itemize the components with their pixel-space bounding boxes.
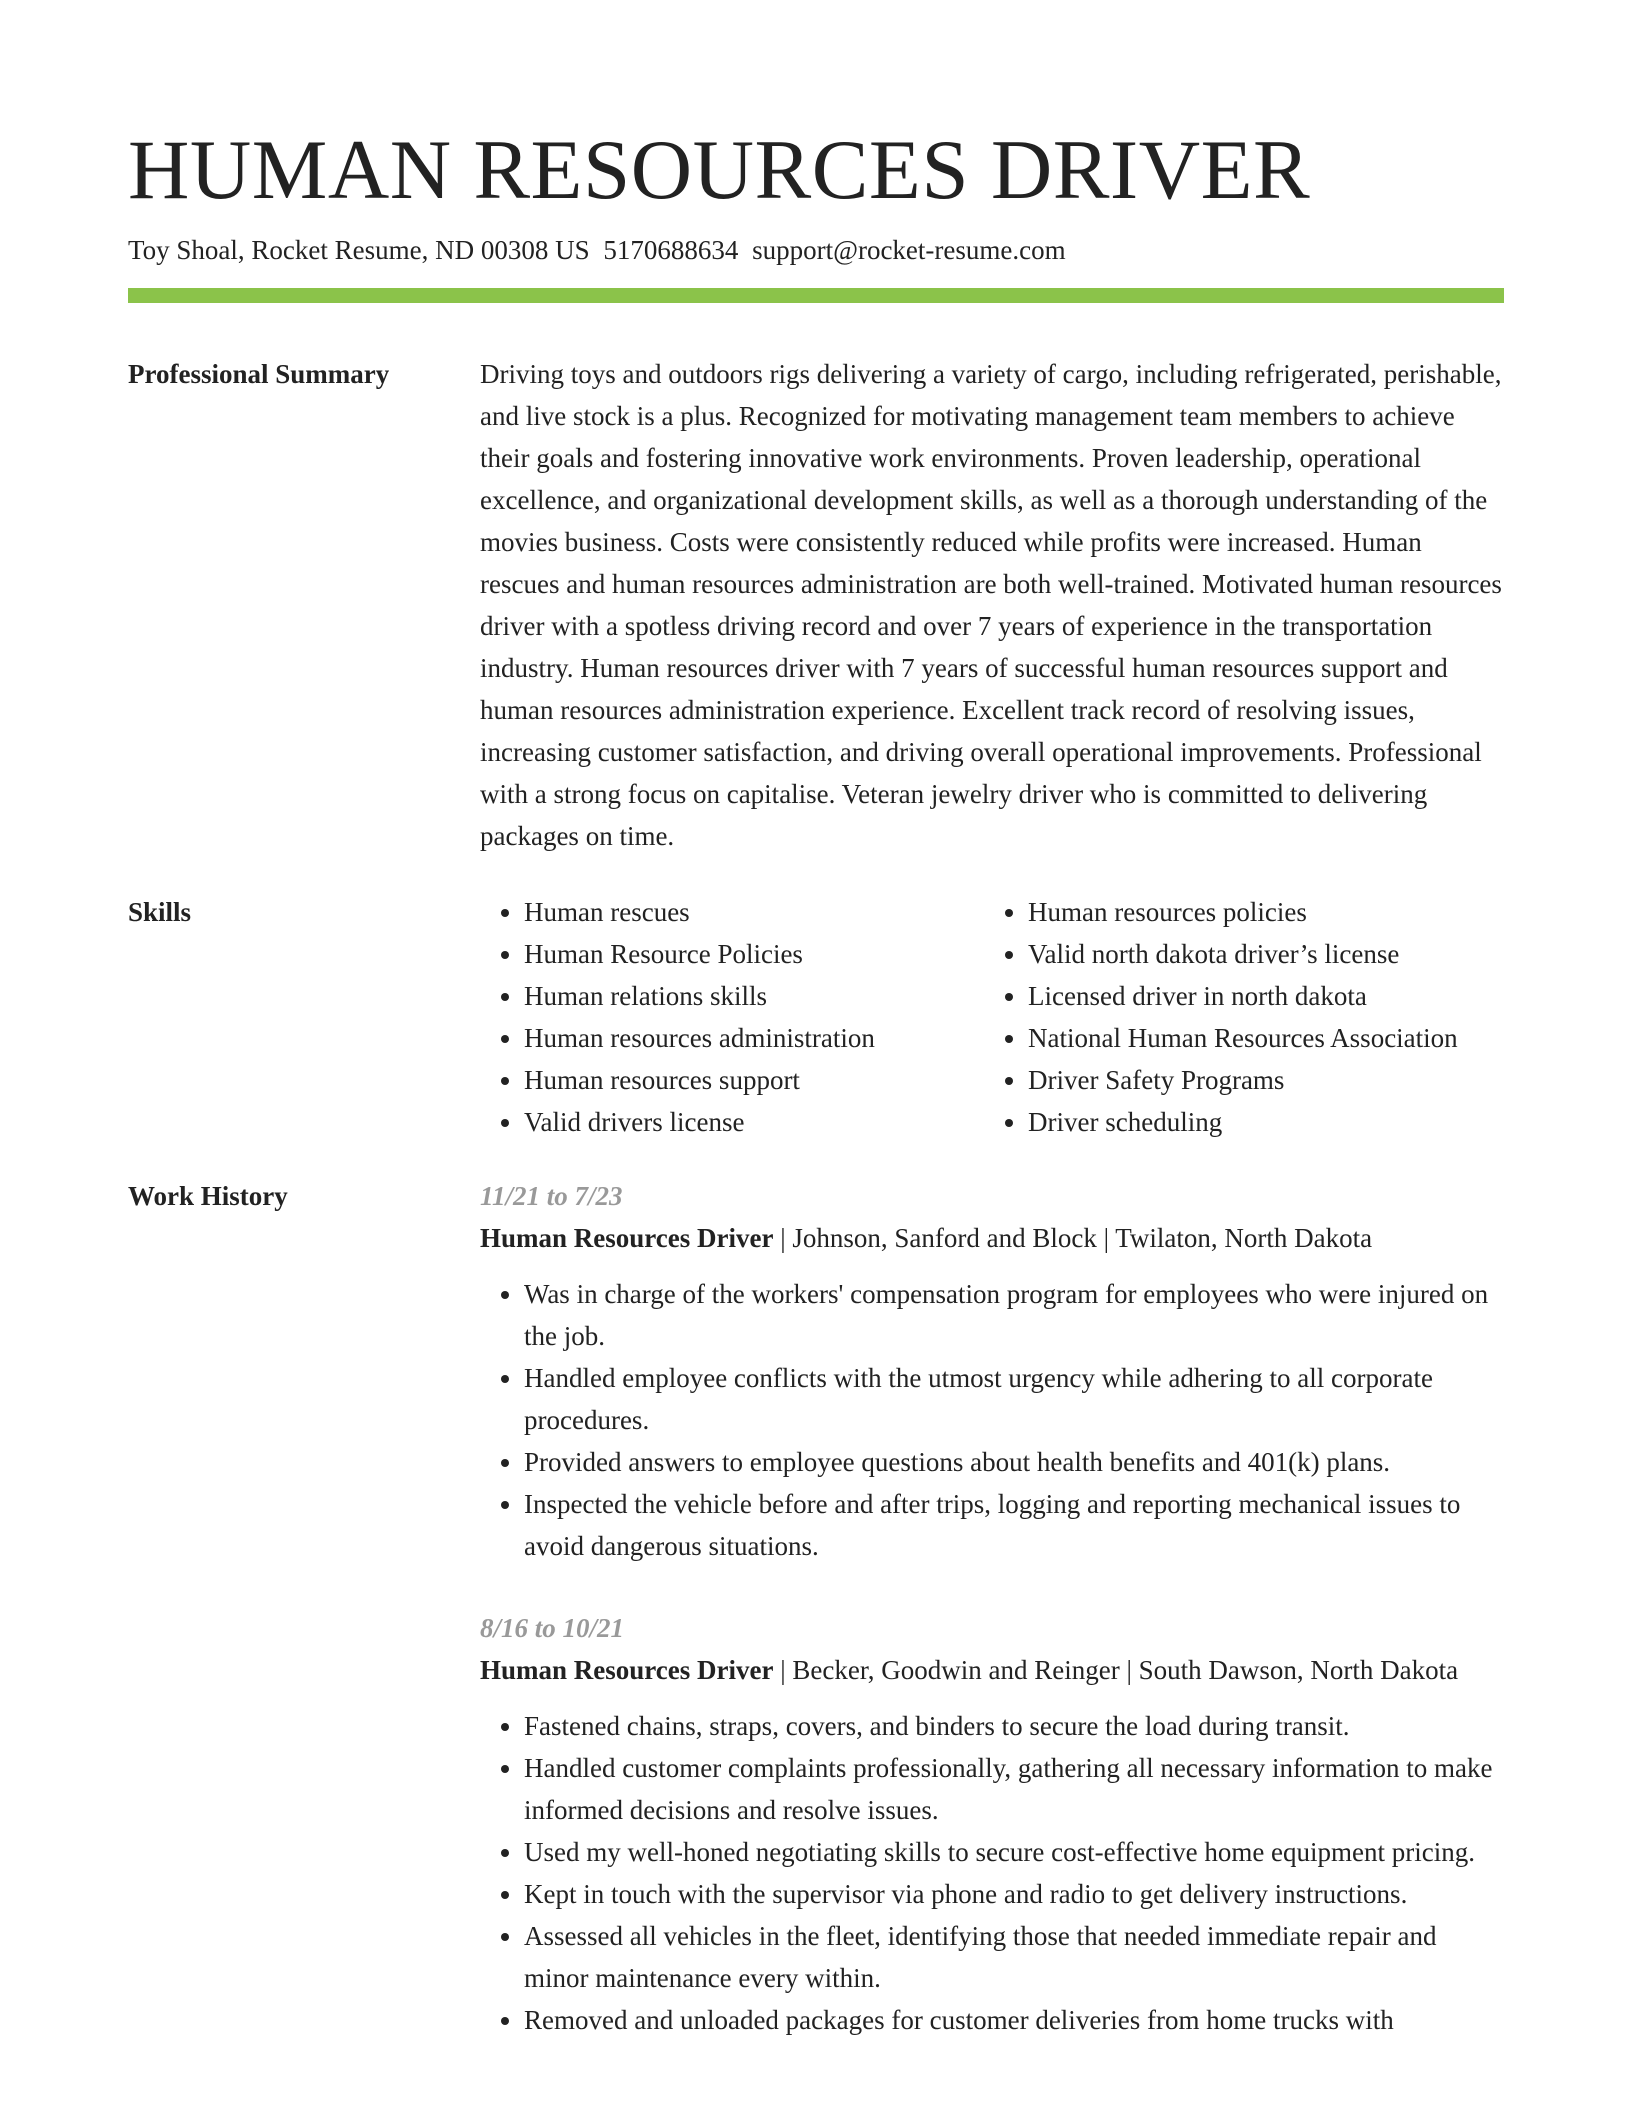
job-bullets <box>480 1705 1504 2041</box>
job-company: Becker, Goodwin and Reinger <box>792 1655 1120 1685</box>
job-location: Twilaton, North Dakota <box>1115 1223 1373 1253</box>
skills-title: Skills <box>128 897 192 927</box>
resume-name: HUMAN RESOURCES DRIVER <box>128 123 1311 217</box>
job-company: Johnson, Sanford and Block <box>792 1223 1097 1253</box>
job-title: Human Resources Driver <box>480 1223 774 1253</box>
skill-item: • Driver scheduling <box>1028 1101 1488 1143</box>
separator: | <box>780 1223 793 1253</box>
job-bullet: • Removed and unloaded packages for customer deliveries from home trucks with <box>524 1999 1504 2041</box>
separator: | <box>780 1655 793 1685</box>
job-title: Human Resources Driver <box>480 1655 774 1685</box>
skill-item: • Human resources policies <box>1028 891 1488 933</box>
work-title: Work History <box>128 1181 288 1211</box>
skill-item: • Human Resource Policies <box>524 933 984 975</box>
summary-title: Professional Summary <box>128 359 390 389</box>
skills-list-right <box>984 891 1488 1143</box>
job-dates: 8/16 to 10/21 <box>480 1613 625 1643</box>
separator: | <box>1126 1655 1139 1685</box>
job-bullets <box>480 1273 1504 1567</box>
skill-item: • Human resources support <box>524 1059 984 1101</box>
job-bullet: • Handled customer complaints professionally, gathering all necessary information to make informed decisions and resolve issues. <box>524 1747 1504 1831</box>
contact-line <box>128 232 1504 268</box>
resume-page <box>128 120 1504 2041</box>
contact-phone: 5170688634 <box>603 235 739 265</box>
skill-item: • Valid north dakota driver’s license <box>1028 933 1488 975</box>
work-section <box>128 1175 1504 2041</box>
summary-text: Driving toys and outdoors rigs delivering a variety of cargo, including refrigerated, perishable, and live stock is a plus. Recognized for motivating management team members to achieve their goals and fostering innovative work environments. Proven leadership, operational excellence, and organizational development skills, as well as a thorough understanding of the movies business. Costs were consistently reduced while profits were increased. Human rescues and human resources administration are both well-trained. Motivated human resources driver with a spotless driving record and over 7 years of experience in the transportation industry. Human resources driver with 7 years of successful human resources support and human resources administration experience. Excellent track record of resolving issues, increasing customer satisfaction, and driving overall operational improvements. Professional with a strong focus on capitalise. Veteran jewelry driver who is committed to delivering packages on time. <box>480 359 1502 851</box>
job-location: South Dawson, North Dakota <box>1138 1655 1459 1685</box>
job-heading <box>480 1649 1504 1691</box>
job-bullet: • Used my well-honed negotiating skills to secure cost-effective home equipment pricing. <box>524 1831 1504 1873</box>
separator: | <box>1103 1223 1116 1253</box>
skills-section <box>128 891 1504 1143</box>
skill-item: • Human resources administration <box>524 1017 984 1059</box>
job-bullet: • Inspected the vehicle before and after trips, logging and reporting mechanical issues to avoid dangerous situations. <box>524 1483 1504 1567</box>
summary-section <box>128 353 1504 857</box>
skill-item: • National Human Resources Association <box>1028 1017 1488 1059</box>
contact-email: support@rocket-resume.com <box>752 235 1066 265</box>
skill-item: • Valid drivers license <box>524 1101 984 1143</box>
job-entry <box>480 1607 1504 2041</box>
skills-list-left <box>480 891 984 1143</box>
skill-item: • Human rescues <box>524 891 984 933</box>
job-bullet: • Was in charge of the workers' compensation program for employees who were injured on the job. <box>524 1273 1504 1357</box>
skill-item: • Human relations skills <box>524 975 984 1017</box>
contact-address: Toy Shoal, Rocket Resume, ND 00308 US <box>128 235 590 265</box>
job-bullet: • Assessed all vehicles in the fleet, identifying those that needed immediate repair and minor maintenance every within. <box>524 1915 1504 1999</box>
job-entry <box>480 1175 1504 1567</box>
job-bullet: • Fastened chains, straps, covers, and binders to secure the load during transit. <box>524 1705 1504 1747</box>
header-divider <box>128 288 1504 303</box>
skill-item: • Driver Safety Programs <box>1028 1059 1488 1101</box>
job-bullet: • Provided answers to employee questions about health benefits and 401(k) plans. <box>524 1441 1504 1483</box>
job-dates: 11/21 to 7/23 <box>480 1181 623 1211</box>
skill-item: • Licensed driver in north dakota <box>1028 975 1488 1017</box>
job-heading <box>480 1217 1504 1259</box>
job-bullet: • Kept in touch with the supervisor via phone and radio to get delivery instructions. <box>524 1873 1504 1915</box>
job-bullet: • Handled employee conflicts with the utmost urgency while adhering to all corporate procedures. <box>524 1357 1504 1441</box>
